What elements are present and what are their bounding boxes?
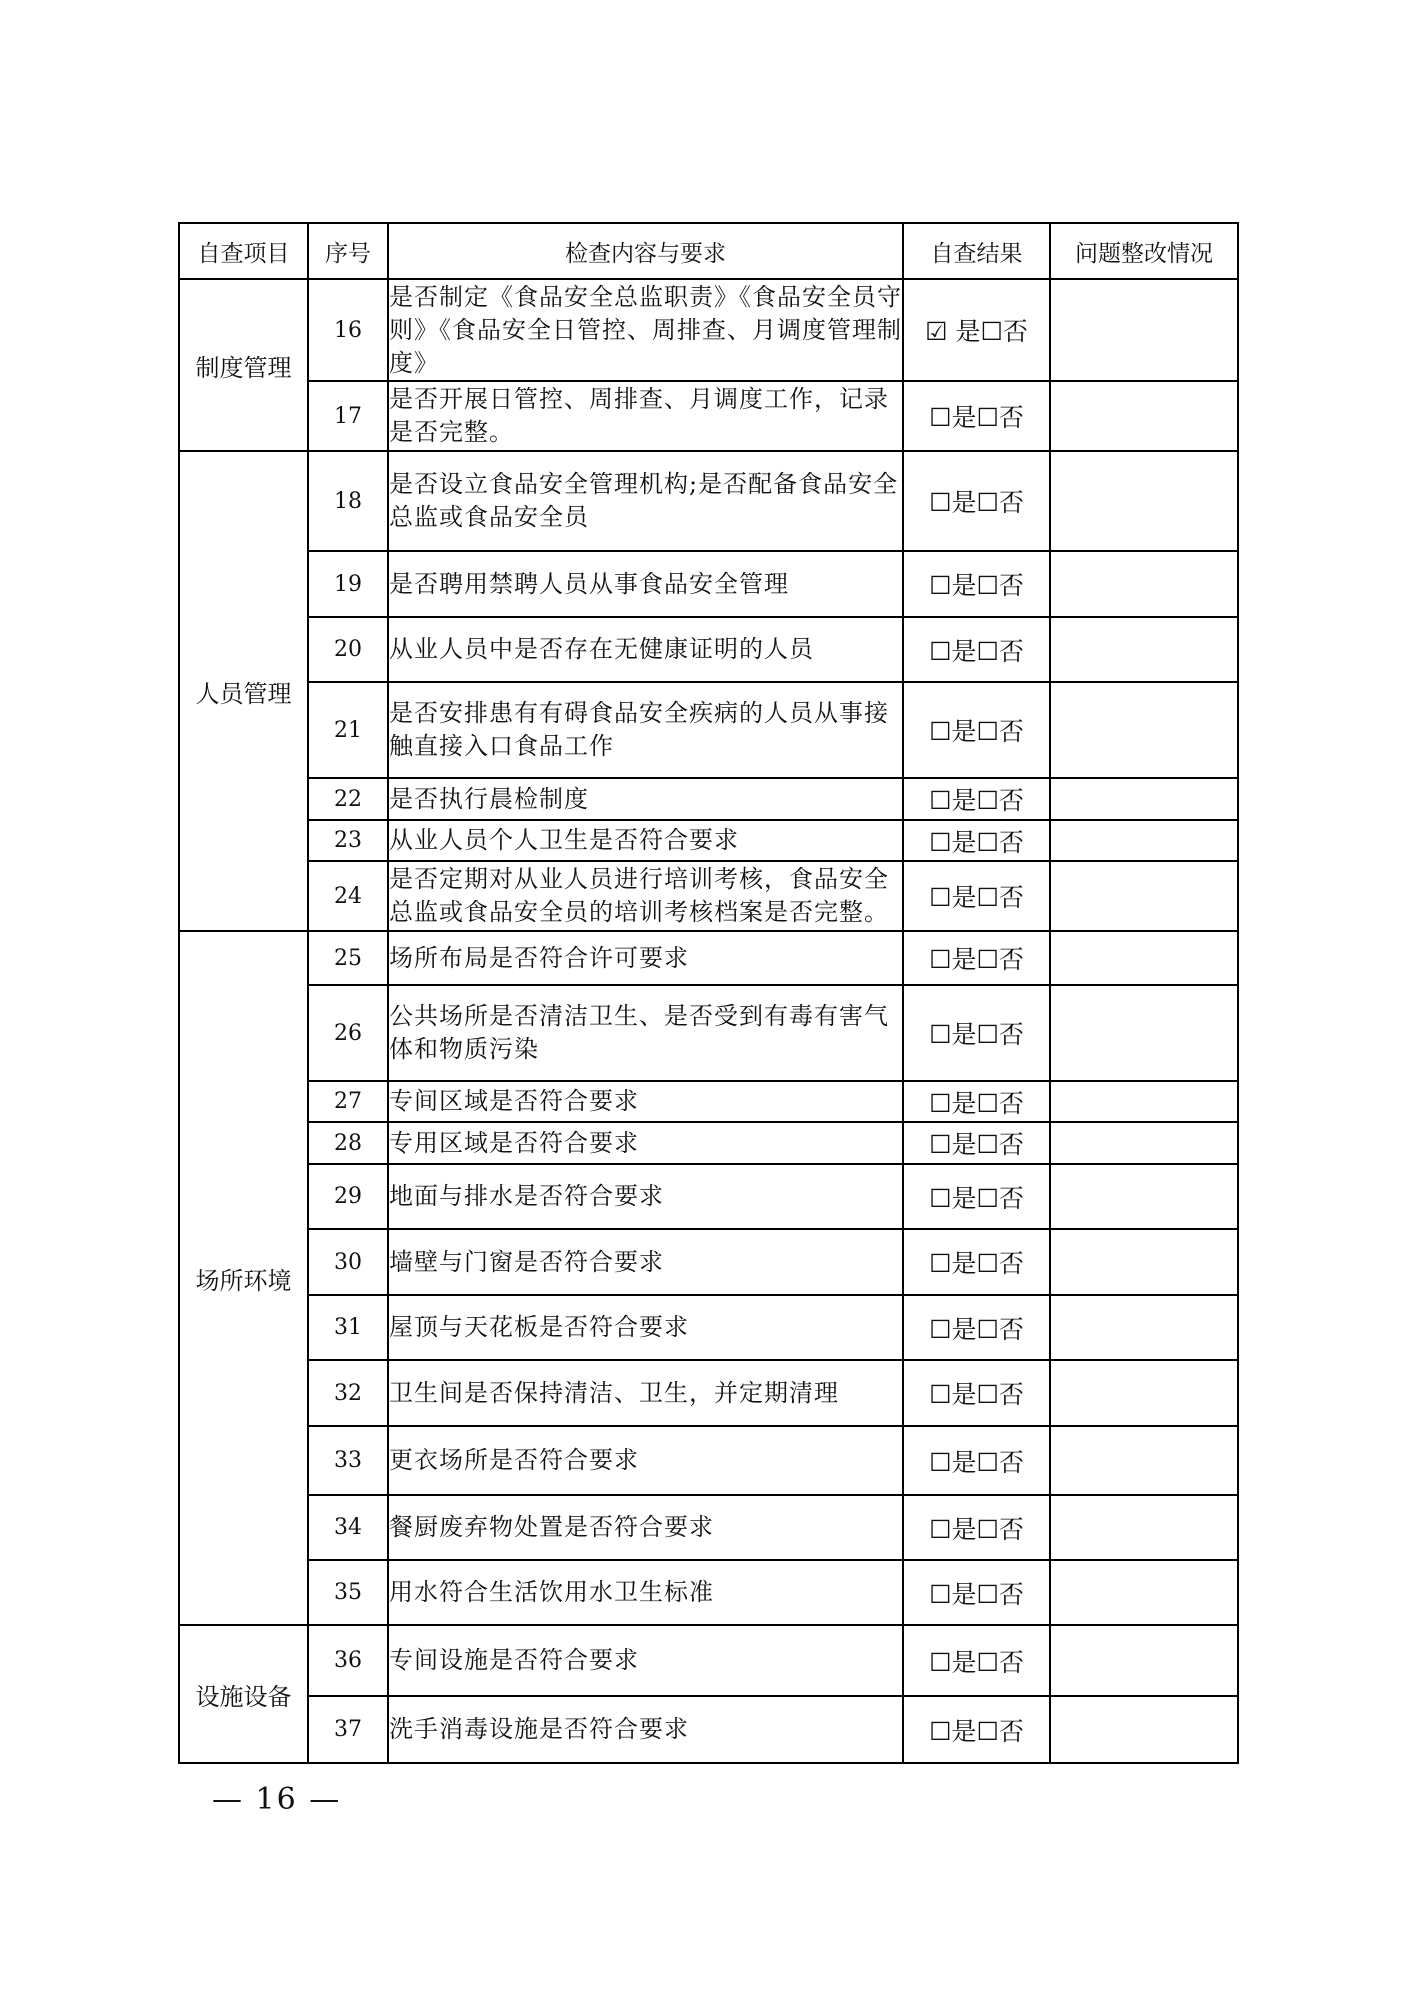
result-checkbox[interactable]: ☐是☐否 <box>903 1560 1050 1625</box>
item-content: 更衣场所是否符合要求 <box>388 1426 903 1495</box>
category-personnel: 人员管理 <box>179 451 308 931</box>
result-checkbox[interactable]: ☐是☐否 <box>903 778 1050 820</box>
item-content: 是否开展日管控、周排查、月调度工作，记录是否完整。 <box>388 381 903 451</box>
item-number: 21 <box>308 682 388 778</box>
result-checkbox[interactable]: ☐是☐否 <box>903 617 1050 682</box>
table-row <box>179 820 1238 861</box>
rectify-cell[interactable] <box>1050 1560 1238 1625</box>
result-checkbox[interactable]: ☐是☐否 <box>903 381 1050 451</box>
table-row <box>179 1229 1238 1295</box>
rectify-cell[interactable] <box>1050 1625 1238 1696</box>
rectify-cell[interactable] <box>1050 381 1238 451</box>
rectify-cell[interactable] <box>1050 1360 1238 1426</box>
result-checkbox[interactable]: ☑ 是☐否 <box>903 279 1050 381</box>
table-row <box>179 1081 1238 1122</box>
item-content: 专用区域是否符合要求 <box>388 1122 903 1164</box>
item-number: 27 <box>308 1081 388 1122</box>
rectify-cell[interactable] <box>1050 778 1238 820</box>
rectify-cell[interactable] <box>1050 1122 1238 1164</box>
result-checkbox[interactable]: ☐是☐否 <box>903 1426 1050 1495</box>
item-content: 屋顶与天花板是否符合要求 <box>388 1295 903 1360</box>
header-category: 自查项目 <box>179 223 308 279</box>
item-content: 洗手消毒设施是否符合要求 <box>388 1696 903 1763</box>
table-row <box>179 861 1238 931</box>
category-system: 制度管理 <box>179 279 308 451</box>
rectify-cell[interactable] <box>1050 1164 1238 1229</box>
item-content: 是否安排患有有碍食品安全疾病的人员从事接触直接入口食品工作 <box>388 682 903 778</box>
item-content: 是否定期对从业人员进行培训考核，食品安全总监或食品安全员的培训考核档案是否完整。 <box>388 861 903 931</box>
item-number: 28 <box>308 1122 388 1164</box>
rectify-cell[interactable] <box>1050 985 1238 1081</box>
result-checkbox[interactable]: ☐是☐否 <box>903 1081 1050 1122</box>
category-facilities: 设施设备 <box>179 1625 308 1763</box>
table-row <box>179 1625 1238 1696</box>
item-content: 是否聘用禁聘人员从事食品安全管理 <box>388 551 903 617</box>
table-row <box>179 682 1238 778</box>
result-checkbox[interactable]: ☐是☐否 <box>903 985 1050 1081</box>
item-number: 29 <box>308 1164 388 1229</box>
result-checkbox[interactable]: ☐是☐否 <box>903 1625 1050 1696</box>
rectify-cell[interactable] <box>1050 682 1238 778</box>
item-number: 37 <box>308 1696 388 1763</box>
category-environment: 场所环境 <box>179 931 308 1625</box>
table-row <box>179 617 1238 682</box>
table-row <box>179 1122 1238 1164</box>
result-checkbox[interactable]: ☐是☐否 <box>903 931 1050 985</box>
item-number: 16 <box>308 279 388 381</box>
item-number: 22 <box>308 778 388 820</box>
item-content: 地面与排水是否符合要求 <box>388 1164 903 1229</box>
self-inspection-table <box>178 222 1239 1764</box>
result-checkbox[interactable]: ☐是☐否 <box>903 1164 1050 1229</box>
table-row <box>179 778 1238 820</box>
result-checkbox[interactable]: ☐是☐否 <box>903 820 1050 861</box>
result-checkbox[interactable]: ☐是☐否 <box>903 1229 1050 1295</box>
item-content: 专间区域是否符合要求 <box>388 1081 903 1122</box>
item-content: 从业人员中是否存在无健康证明的人员 <box>388 617 903 682</box>
item-number: 30 <box>308 1229 388 1295</box>
table-row <box>179 1560 1238 1625</box>
rectify-cell[interactable] <box>1050 820 1238 861</box>
result-checkbox[interactable]: ☐是☐否 <box>903 1696 1050 1763</box>
item-number: 32 <box>308 1360 388 1426</box>
rectify-cell[interactable] <box>1050 451 1238 551</box>
item-number: 35 <box>308 1560 388 1625</box>
header-result: 自查结果 <box>903 223 1050 279</box>
item-number: 24 <box>308 861 388 931</box>
rectify-cell[interactable] <box>1050 1495 1238 1560</box>
rectify-cell[interactable] <box>1050 551 1238 617</box>
item-content: 场所布局是否符合许可要求 <box>388 931 903 985</box>
item-number: 19 <box>308 551 388 617</box>
result-checkbox[interactable]: ☐是☐否 <box>903 1122 1050 1164</box>
table-row <box>179 451 1238 551</box>
rectify-cell[interactable] <box>1050 1426 1238 1495</box>
result-checkbox[interactable]: ☐是☐否 <box>903 1495 1050 1560</box>
table-row <box>179 551 1238 617</box>
result-checkbox[interactable]: ☐是☐否 <box>903 1295 1050 1360</box>
table-row <box>179 1495 1238 1560</box>
item-content: 专间设施是否符合要求 <box>388 1625 903 1696</box>
item-number: 31 <box>308 1295 388 1360</box>
result-checkbox[interactable]: ☐是☐否 <box>903 682 1050 778</box>
header-row <box>179 223 1238 279</box>
header-rectify: 问题整改情况 <box>1050 223 1238 279</box>
rectify-cell[interactable] <box>1050 279 1238 381</box>
item-content: 用水符合生活饮用水卫生标准 <box>388 1560 903 1625</box>
item-content: 是否制定《食品安全总监职责》《食品安全员守则》《食品安全日管控、周排查、月调度管理制度》 <box>388 279 903 381</box>
item-number: 25 <box>308 931 388 985</box>
table-row <box>179 931 1238 985</box>
rectify-cell[interactable] <box>1050 1229 1238 1295</box>
item-content: 墙壁与门窗是否符合要求 <box>388 1229 903 1295</box>
rectify-cell[interactable] <box>1050 861 1238 931</box>
item-number: 23 <box>308 820 388 861</box>
table-row <box>179 1696 1238 1763</box>
item-content: 是否设立食品安全管理机构;是否配备食品安全总监或食品安全员 <box>388 451 903 551</box>
item-content: 卫生间是否保持清洁、卫生，并定期清理 <box>388 1360 903 1426</box>
table-row <box>179 1360 1238 1426</box>
table-row <box>179 1426 1238 1495</box>
header-content: 检查内容与要求 <box>388 223 903 279</box>
item-number: 18 <box>308 451 388 551</box>
rectify-cell[interactable] <box>1050 1696 1238 1763</box>
item-number: 33 <box>308 1426 388 1495</box>
item-content: 是否执行晨检制度 <box>388 778 903 820</box>
item-number: 34 <box>308 1495 388 1560</box>
item-content: 餐厨废弃物处置是否符合要求 <box>388 1495 903 1560</box>
table-row <box>179 381 1238 451</box>
rectify-cell[interactable] <box>1050 617 1238 682</box>
table-row <box>179 1164 1238 1229</box>
header-number: 序号 <box>308 223 388 279</box>
result-checkbox[interactable]: ☐是☐否 <box>903 861 1050 931</box>
page-number: — 16 — <box>212 1782 342 1817</box>
table-row <box>179 1295 1238 1360</box>
rectify-cell[interactable] <box>1050 1295 1238 1360</box>
rectify-cell[interactable] <box>1050 1081 1238 1122</box>
item-number: 20 <box>308 617 388 682</box>
result-checkbox[interactable]: ☐是☐否 <box>903 1360 1050 1426</box>
item-content: 从业人员个人卫生是否符合要求 <box>388 820 903 861</box>
item-content: 公共场所是否清洁卫生、是否受到有毒有害气体和物质污染 <box>388 985 903 1081</box>
rectify-cell[interactable] <box>1050 931 1238 985</box>
table-row <box>179 985 1238 1081</box>
table-row <box>179 279 1238 381</box>
item-number: 17 <box>308 381 388 451</box>
item-number: 36 <box>308 1625 388 1696</box>
item-number: 26 <box>308 985 388 1081</box>
result-checkbox[interactable]: ☐是☐否 <box>903 551 1050 617</box>
result-checkbox[interactable]: ☐是☐否 <box>903 451 1050 551</box>
